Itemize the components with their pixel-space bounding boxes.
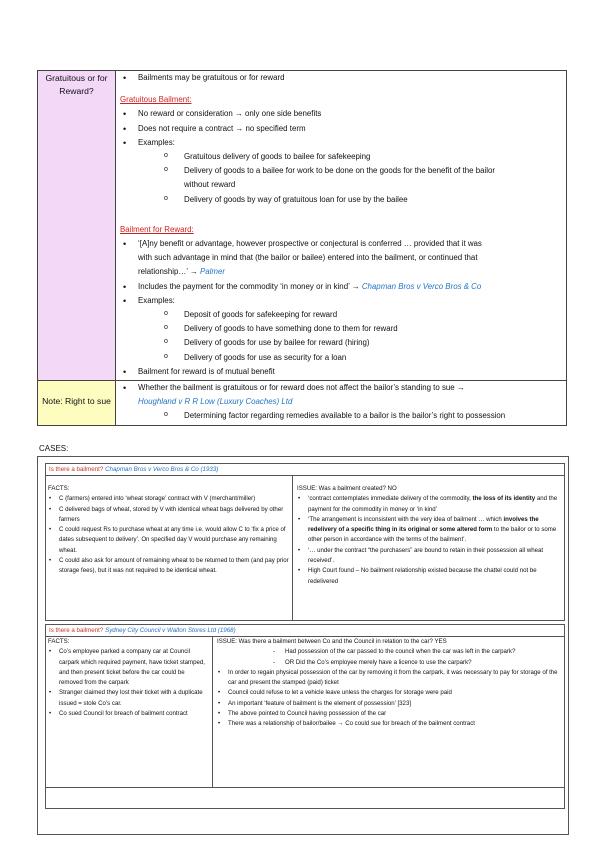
bullet-item: • Includes the payment for the commodity ‘in money or in kind’ → Chapman Bros v Verco Bros & Co [120,280,562,294]
bullet-item: • No reward or consideration → only one side benefits [120,107,562,121]
fact-item: • Co sued Council for breach of bailment contract [46,709,209,719]
issue-column [215,637,561,730]
sub-bullet-item: o Deposit of goods for safekeeping for reward [120,308,562,322]
fact-item: • C could also ask for amount of remaining wheat to be returned to them (and pay prior storage fees), but it was not required to be identical wheat. [46,556,290,577]
fact-item: • C (farmers) entered into ‘wheat storage’ contract with V (merchant/miller) [46,494,290,504]
sub-bullet-item: o Determining factor regarding remedies available to a bailor is the bailor’s right to possession [120,409,562,423]
notes-table [37,70,567,426]
sub-bullet-item: o Delivery of goods for use as security for a loan [120,351,562,365]
facts-heading: FACTS: [48,638,70,645]
fact-item: • Stranger claimed they lost their ticket with a duplicate issued = stole Co’s car. [46,688,209,709]
spacer [120,85,562,93]
facts-column [46,484,290,577]
case-citation: Sydney City Council v Walton Stores Ltd (1968) [105,627,236,634]
spacer [120,215,562,223]
issue-item: • ‘… under the contract “the purchasers” are bound to retain in their possession all wheat received’. [295,546,561,567]
issue-column [295,484,561,587]
bullet-item: • Bailments may be gratuitous or for reward [120,71,562,85]
issue-question: - Had possession of the car passed to the council when the car was left in the carpark? [215,647,561,657]
issue-item: • An important ‘feature of bailment is the element of possession’ [323] [215,699,561,709]
fact-item: • Co’s employee parked a company car at Council carpark which required payment, have ticket stamped, and then present ticket before the car could be removed from the carpark [46,647,209,688]
sub-bullet-item: o Delivery of goods by way of gratuitous loan for use by the bailee [120,193,562,207]
bullet-item: • Examples: [120,294,562,308]
case-question: Is there a bailment? [49,466,104,473]
section-heading [120,223,562,237]
sub-bullet-item: o Delivery of goods to have something done to them for reward [120,322,562,336]
issue-item: • High Court found – No bailment relationship existed because the chattel could not be redelivered [295,566,561,587]
issue-item: • ‘The arrangement is inconsistent with the very idea of bailment … which involves the redelivery of a specific thing in its original or some altered form to the bailor or to some other person in accordance with the terms of the bailment’. [295,515,561,546]
notes-table-wrapper [37,70,567,426]
sub-bullet-item: o Gratuitous delivery of goods to bailee for safekeeping [120,150,562,164]
bullet-item: • Does not require a contract → no specified term [120,122,562,136]
case-header [46,464,564,476]
case-chapman [45,463,565,621]
issue-item: • The above pointed to Council having possession of the car [215,709,561,719]
note-content [116,381,567,426]
sub-bullet-item: o Delivery of goods for use by bailee for reward (hiring) [120,336,562,350]
bullet-item: • ‘[A]ny benefit or advantage, however prospective or conjectural is conferred … provided that it was [120,237,562,251]
issue-emphasis: the loss of its identity [472,495,536,503]
sub-bullet-continuation: without reward [184,180,236,190]
facts-column [46,637,209,719]
facts-heading: FACTS: [48,485,70,492]
case-sydney [45,624,565,809]
issue-item: • There was a relationship of bailor/bailee → Co could sue for breach of the bailment contract [215,719,561,729]
note-label-cell [38,381,116,426]
issue-question: - OR Did the Co’s employee merely have a licence to use the carpark? [215,658,561,668]
fact-item: • C delivered bags of wheat, stored by V with identical wheat bags delivered by other farmers [46,505,290,526]
sub-bullet-item: o Delivery of goods to a bailee for work to be done on the goods for the benefit of the bailor [120,164,562,178]
case-citation: Houghland v R R Low (Luxury Coaches) Ltd [138,397,293,407]
cases-heading: CASES: [39,444,69,453]
bullet-continuation: with such advantage in mind that (the bailor or bailee) entered into the bailment, or continued that [138,253,478,263]
case-citation: Chapman Bros v Verco Bros & Co [361,281,482,291]
case-question: Is there a bailment? [49,627,104,634]
bullet-item: • Whether the bailment is gratuitous or for reward does not affect the bailor’s standing to sue → [120,381,562,395]
case-header [46,625,564,637]
note-label: Note: Right to sue [42,396,111,407]
note-row [38,381,567,426]
cases-container [37,456,569,835]
issue-item: • Council could refuse to let a vehicle leave unless the charges for storage were paid [215,688,561,698]
issue-emphasis: involves the redelivery of a specific thing in its original or some altered form [308,515,539,534]
section-heading-text: Bailment for Reward: [120,224,194,234]
gratuitous-label: Gratuitous or for Reward? [38,71,116,381]
bullet-continuation [120,395,562,409]
issue-heading: ISSUE: Was there a bailment between Co and the Council in relation to the car? YES [217,638,447,645]
case-citation: Chapman Bros v Verco Bros & Co (1933) [105,466,219,473]
bullet-item: • Examples: [120,136,562,150]
fact-item: • C could request Rs to purchase wheat at any time i.e. would allow C to ‘fix a price of dates subsequent to delivery’. On specified day V would purchase any remaining wheat. [46,525,290,556]
bullet-continuation: relationship…’ → Palmer [138,267,225,277]
case-citation: Palmer [199,267,225,277]
issue-heading: ISSUE: Was a bailment created? NO [297,485,397,492]
gratuitous-row [38,71,567,381]
section-heading [120,93,562,107]
spacer [120,207,562,215]
gratuitous-content [116,71,567,381]
issue-item: • In order to regain physical possession of the car by removing it from the carpark, it was necessary to pay for storage of the car and present the stamped (paid) ticket [215,668,561,689]
bullet-item: • Bailment for reward is of mutual benefit [120,365,562,379]
section-heading-text: Gratuitous Bailment: [120,95,192,105]
issue-item: • ‘contract contemplates immediate delivery of the commodity, the loss of its identity and the payment for the commodity in money or ‘in kind’ [295,494,561,515]
